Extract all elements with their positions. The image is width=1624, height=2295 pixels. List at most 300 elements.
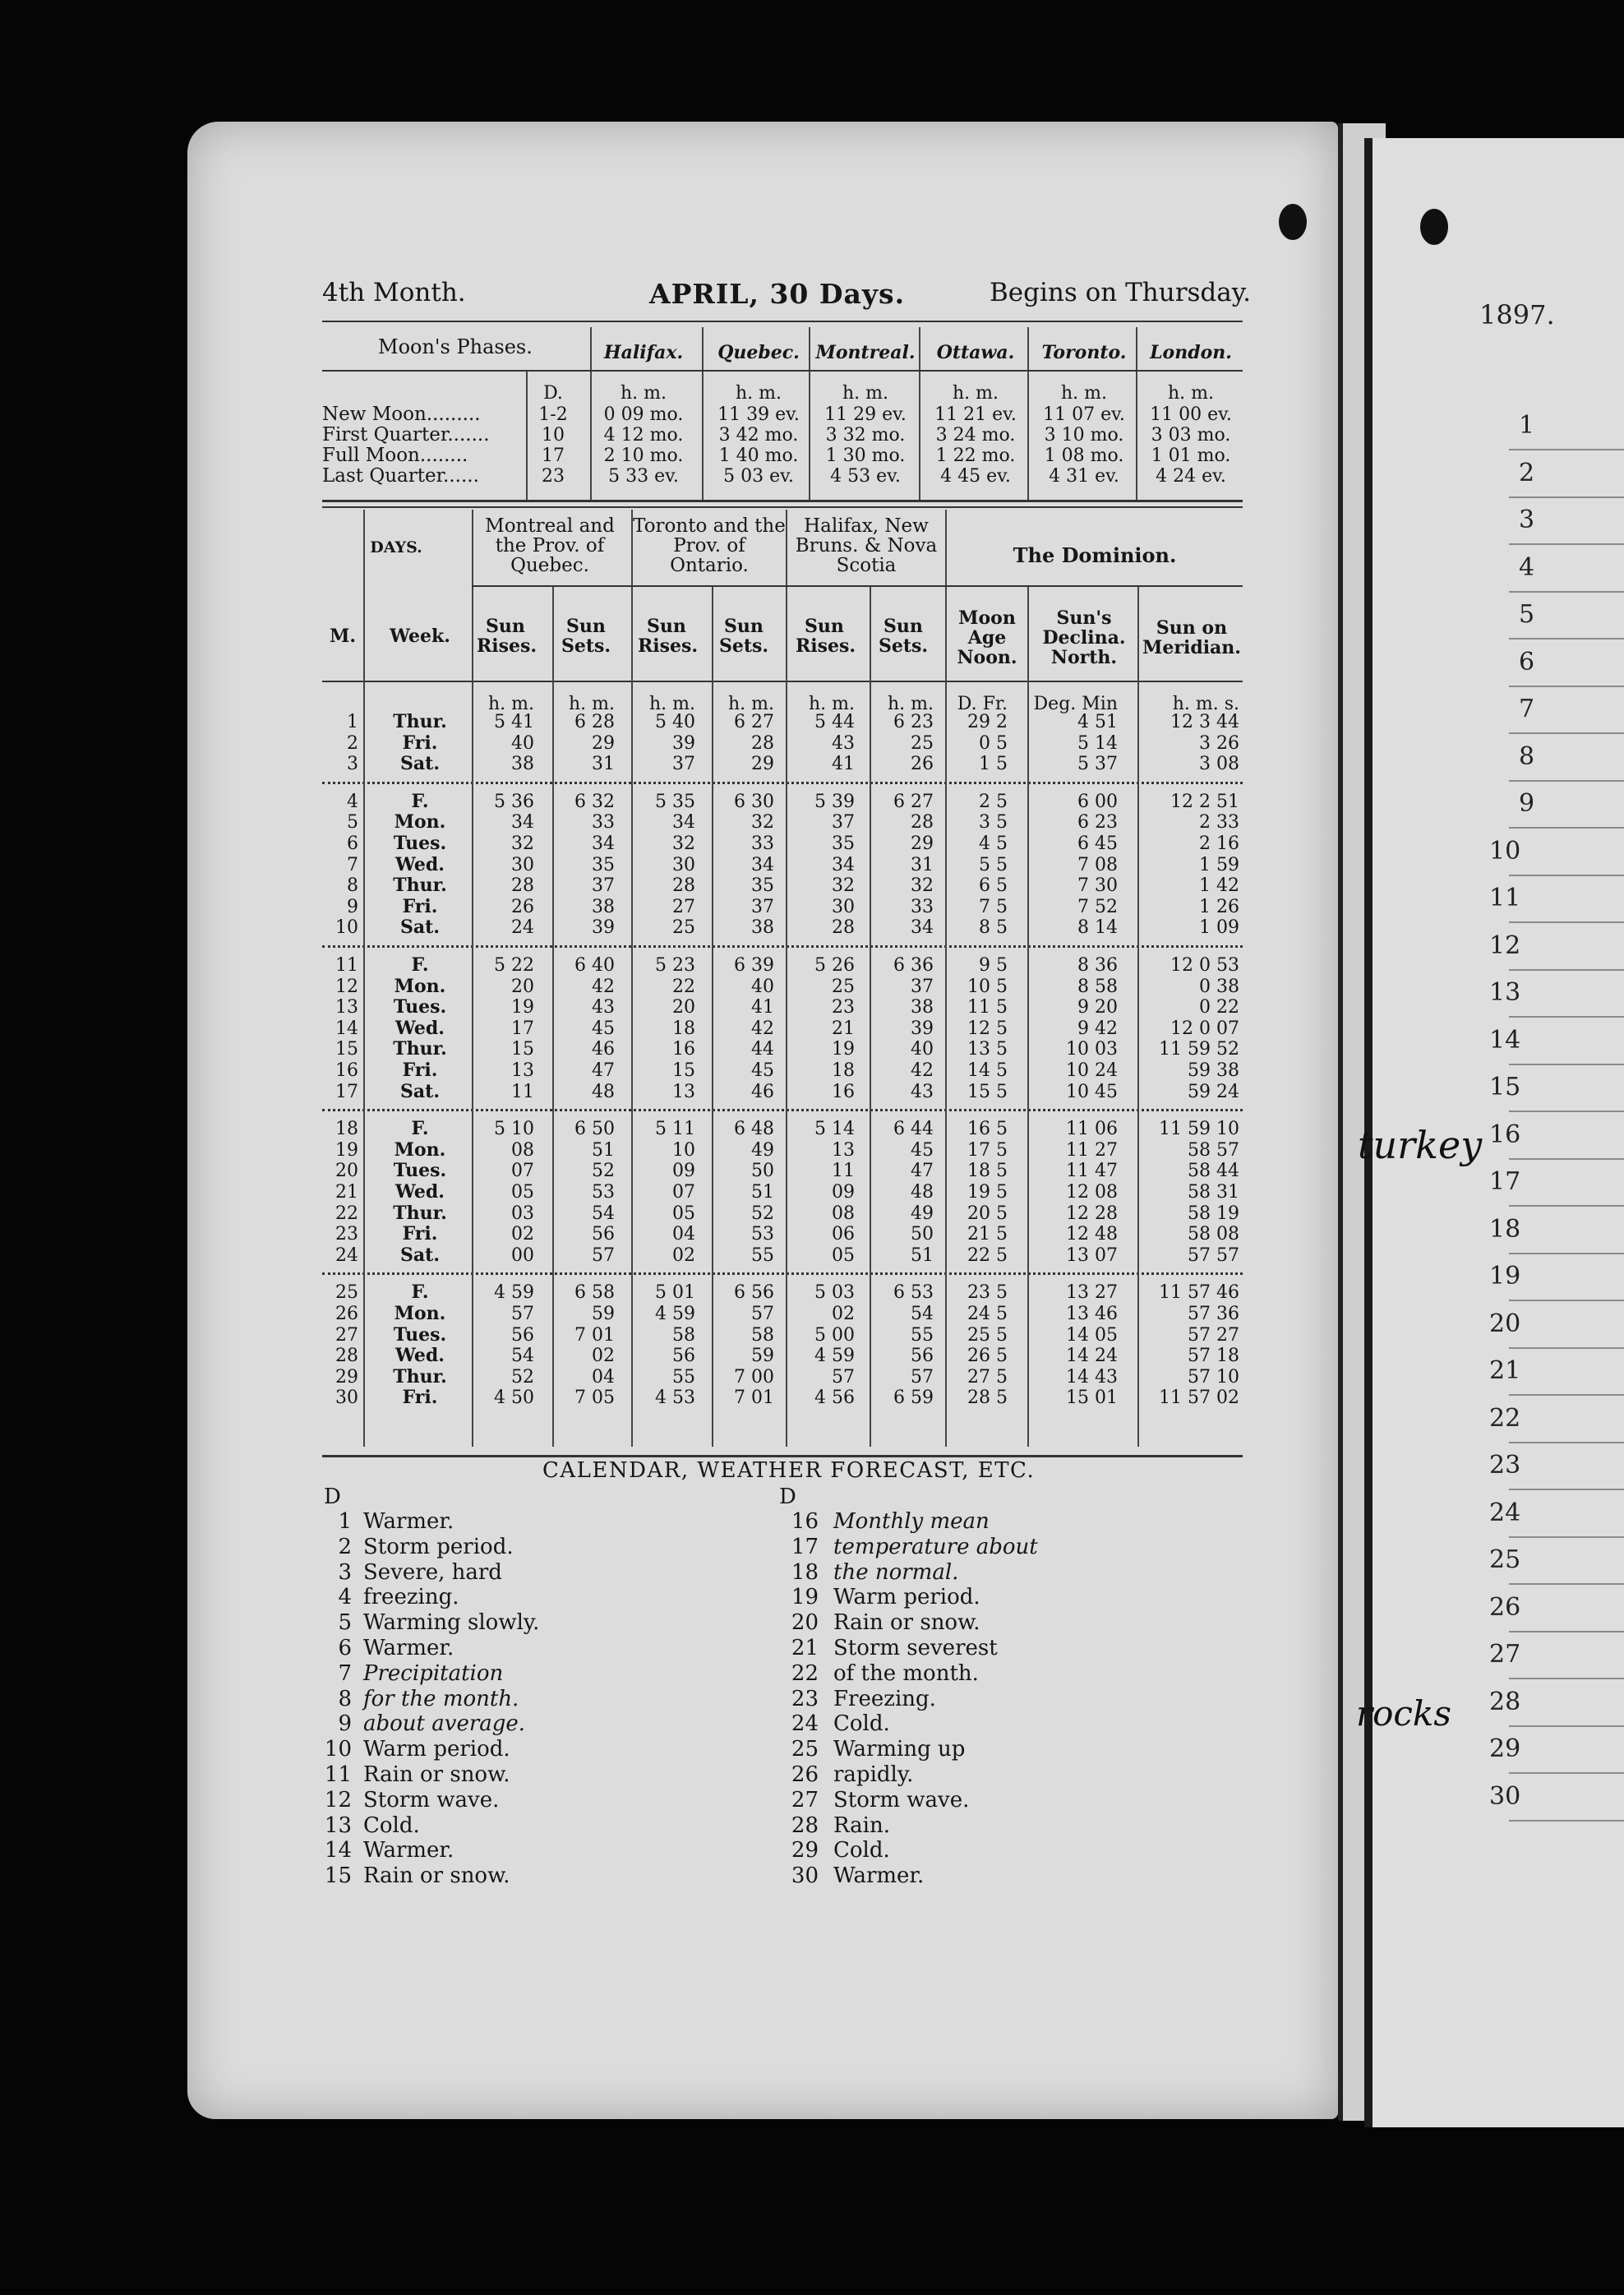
table-cell: 32 [751, 812, 774, 833]
table-cell: 53 [592, 1182, 615, 1203]
table-cell: 4 56 [814, 1388, 855, 1409]
table-cell: 41 [751, 997, 774, 1018]
table-cell: 6 53 [893, 1282, 934, 1304]
day-number: 11 [335, 955, 358, 976]
calendar-day: 2 [338, 1534, 352, 1559]
table-cell: 19 [832, 1039, 855, 1060]
calendar-day: 15 [324, 1863, 352, 1889]
table-cell: 25 [672, 917, 695, 939]
table-cell: 42 [751, 1018, 774, 1039]
table-cell: 12 5 [967, 1018, 1008, 1039]
table-cell: 20 [511, 976, 534, 997]
table-cell: 58 44 [1188, 1161, 1239, 1182]
diary-day-number: 20 [1489, 1309, 1521, 1338]
table-cell: 7 52 [1077, 896, 1118, 917]
day-number: 3 [347, 754, 358, 775]
calendar-note: Warmer. [833, 1863, 925, 1889]
column-rule [919, 327, 920, 500]
day-number: 1 [347, 712, 358, 732]
table-cell: 37 [751, 896, 774, 917]
phase-day-heading: D. [543, 383, 563, 404]
table-cell: 25 5 [967, 1324, 1008, 1346]
day-number: 17 [335, 1081, 358, 1102]
day-number: 22 [335, 1203, 358, 1224]
calendar-day: 21 [791, 1636, 819, 1660]
column-rule [712, 585, 713, 1447]
table-cell: 22 [672, 976, 695, 997]
weekday: Fri. [402, 1223, 438, 1245]
table-cell: 08 [832, 1203, 855, 1224]
table-cell: 7 00 [734, 1366, 774, 1388]
table-cell: 30 [511, 854, 534, 875]
table-cell: 24 5 [967, 1304, 1008, 1324]
table-cell: 4 59 [814, 1346, 855, 1367]
calendar-note: Precipitation [363, 1660, 504, 1686]
table-cell: 6 27 [734, 712, 774, 732]
phase-name: Last Quarter...... [322, 465, 479, 487]
week-separator [322, 945, 1243, 948]
week-separator [322, 782, 1243, 784]
table-cell: 54 [911, 1304, 934, 1324]
table-cell: 48 [911, 1182, 934, 1203]
calendar-note: Freezing. [833, 1686, 936, 1711]
calendar-note: Monthly mean [833, 1509, 990, 1534]
calendar-note: Warm period. [363, 1737, 510, 1762]
table-cell: 37 [911, 976, 934, 997]
table-cell: 28 5 [967, 1388, 1008, 1409]
day-number: 18 [335, 1119, 358, 1140]
day-number: 15 [335, 1039, 358, 1060]
ruled-line [1509, 827, 1624, 829]
col-o-sets: Sun Sets. [718, 616, 769, 657]
table-cell: 6 23 [1077, 812, 1118, 833]
table-cell: 10 45 [1066, 1081, 1118, 1102]
day-number: 28 [335, 1346, 358, 1367]
column-rule [1137, 585, 1139, 1447]
calendar-day: 9 [338, 1711, 352, 1737]
table-cell: 5 01 [655, 1282, 695, 1304]
table-cell: 35 [832, 833, 855, 854]
table-cell: 5 41 [494, 712, 534, 732]
table-cell: 09 [832, 1182, 855, 1203]
table-cell: 26 [511, 896, 534, 917]
table-cell: 5 35 [655, 791, 695, 812]
city-name: Quebec. [717, 342, 800, 363]
weekday: F. [411, 954, 429, 976]
calendar-title: CALENDAR, WEATHER FORECAST, ETC. [542, 1458, 1036, 1483]
city-time: 4 45 ev. [940, 466, 1011, 487]
ruled-line [1509, 1064, 1624, 1065]
diary-day-number: 14 [1489, 1025, 1521, 1055]
table-cell: 1 42 [1199, 875, 1239, 897]
day-number: 13 [335, 997, 358, 1018]
table-cell: 12 0 07 [1170, 1018, 1239, 1039]
table-cell: 49 [751, 1139, 774, 1161]
table-cell: 17 [511, 1018, 534, 1039]
binding-hole [1279, 204, 1307, 240]
table-cell: 38 [751, 917, 774, 939]
weekday: F. [411, 1118, 429, 1140]
table-cell: 11 57 02 [1159, 1388, 1239, 1409]
diary-day-number: 7 [1519, 695, 1535, 723]
ruled-line [1509, 1583, 1624, 1585]
calendar-day: 19 [791, 1585, 819, 1610]
weekday: Fri. [402, 732, 438, 754]
col-week: Week. [390, 626, 450, 647]
table-cell: 11 06 [1066, 1119, 1118, 1140]
table-cell: 24 [511, 917, 534, 939]
region-halifax: Halifax, New Bruns. & Nova Scotia [795, 515, 938, 576]
calendar-note: Warming up [833, 1737, 966, 1762]
table-cell: 18 [672, 1018, 695, 1039]
weekday: Thur. [393, 1365, 447, 1388]
table-cell: 11 5 [967, 997, 1008, 1018]
table-cell: 57 18 [1188, 1346, 1239, 1367]
diary-day-number: 19 [1489, 1262, 1521, 1291]
table-cell: 26 5 [967, 1346, 1008, 1367]
table-cell: 23 [832, 997, 855, 1018]
city-name: Ottawa. [936, 342, 1015, 363]
table-cell: 27 [672, 896, 695, 917]
weekday: F. [411, 790, 429, 812]
column-rule [590, 327, 592, 500]
city-time: 3 24 mo. [935, 425, 1016, 446]
table-cell: 05 [672, 1203, 695, 1224]
table-cell: 11 [511, 1081, 534, 1102]
column-rule [631, 510, 633, 1447]
table-cell: 49 [911, 1203, 934, 1224]
table-cell: 33 [751, 833, 774, 854]
day-number: 30 [335, 1388, 358, 1409]
calendar-day: 13 [324, 1812, 352, 1838]
city-time: 4 31 ev. [1049, 466, 1119, 487]
table-cell: 25 [832, 976, 855, 997]
weekday: Mon. [394, 1138, 446, 1161]
table-cell: 6 30 [734, 791, 774, 812]
phase-name: Full Moon........ [322, 445, 468, 466]
table-cell: 10 [672, 1139, 695, 1161]
table-cell: 57 [592, 1244, 615, 1266]
calendar-d-right: D [779, 1485, 796, 1509]
table-cell: 57 [911, 1366, 934, 1388]
table-cell: 1 59 [1199, 854, 1239, 875]
table-cell: 5 36 [494, 791, 534, 812]
table-cell: 7 5 [979, 896, 1008, 917]
city-time: 4 12 mo. [603, 425, 684, 446]
table-cell: 02 [592, 1346, 615, 1367]
table-cell: 38 [911, 997, 934, 1018]
table-cell: 44 [751, 1039, 774, 1060]
table-cell: 45 [911, 1139, 934, 1161]
table-cell: 12 0 53 [1170, 955, 1239, 976]
table-cell: 9 42 [1077, 1018, 1118, 1039]
calendar-note: Rain or snow. [363, 1762, 510, 1787]
diary-day-number: 26 [1489, 1592, 1521, 1622]
table-cell: 31 [592, 754, 615, 775]
table-cell: 43 [592, 997, 615, 1018]
table-cell: 05 [832, 1244, 855, 1266]
column-rule [1027, 327, 1029, 500]
table-cell: 55 [911, 1324, 934, 1346]
table-cell: 13 46 [1066, 1304, 1118, 1324]
ruled-line [1509, 1820, 1624, 1822]
table-cell: 02 [672, 1244, 695, 1266]
calendar-note: Warmer. [363, 1838, 454, 1863]
day-number: 19 [335, 1139, 358, 1161]
ruled-line [1509, 591, 1624, 593]
diary-day-number: 24 [1489, 1498, 1521, 1527]
calendar-d-left: D [324, 1485, 341, 1509]
table-cell: 5 00 [814, 1324, 855, 1346]
city-time: 4 24 ev. [1156, 466, 1226, 487]
unit-label: h. m. [648, 694, 695, 714]
table-cell: 00 [511, 1244, 534, 1266]
table-cell: 3 26 [1199, 732, 1239, 754]
weekday: Fri. [402, 1387, 438, 1409]
table-cell: 29 [592, 732, 615, 754]
city-time: 3 32 mo. [825, 425, 906, 446]
divider [322, 321, 1243, 322]
ruled-line [1509, 686, 1624, 687]
calendar-note: the normal. [833, 1559, 959, 1585]
region-dominion: The Dominion. [1013, 543, 1177, 567]
calendar-note: Warming slowly. [363, 1610, 540, 1636]
table-cell: 4 50 [494, 1388, 534, 1409]
table-cell: 32 [672, 833, 695, 854]
table-cell: 42 [592, 976, 615, 997]
weekday: Thur. [393, 711, 447, 732]
table-cell: 13 5 [967, 1039, 1008, 1060]
city-name: Halifax. [603, 342, 684, 363]
table-cell: 6 27 [893, 791, 934, 812]
calendar-day: 22 [791, 1660, 819, 1686]
table-cell: 56 [511, 1324, 534, 1346]
divider [322, 681, 1243, 682]
ruled-line [1509, 1394, 1624, 1396]
col-h-rises: Sun Rises. [796, 616, 856, 657]
ruled-line [1509, 1253, 1624, 1254]
diary-day-number: 6 [1519, 647, 1535, 676]
table-cell: 6 59 [893, 1388, 934, 1409]
table-cell: 19 [511, 997, 534, 1018]
city-unit: h. m. [842, 383, 888, 404]
table-cell: 15 [672, 1060, 695, 1081]
day-number: 20 [335, 1161, 358, 1182]
day-number: 8 [347, 875, 358, 897]
day-number: 27 [335, 1324, 358, 1346]
day-number: 16 [335, 1060, 358, 1081]
calendar-day: 10 [324, 1737, 352, 1762]
table-cell: 57 10 [1188, 1366, 1239, 1388]
city-time: 1 40 mo. [718, 446, 799, 466]
table-cell: 20 5 [967, 1203, 1008, 1224]
day-number: 2 [347, 732, 358, 754]
column-rule [809, 327, 810, 500]
column-rule [363, 510, 365, 1447]
column-rule [702, 327, 704, 500]
table-cell: 12 3 44 [1170, 712, 1239, 732]
ruled-line [1509, 1347, 1624, 1349]
calendar-day: 28 [791, 1812, 819, 1838]
table-cell: 56 [672, 1346, 695, 1367]
table-cell: 58 19 [1188, 1203, 1239, 1224]
table-cell: 12 08 [1066, 1182, 1118, 1203]
table-cell: 6 39 [734, 955, 774, 976]
table-cell: 56 [911, 1346, 934, 1367]
table-cell: 50 [751, 1161, 774, 1182]
table-cell: 2 33 [1199, 812, 1239, 833]
calendar-day: 3 [338, 1559, 352, 1585]
page-title: APRIL, 30 Days. [649, 278, 906, 310]
table-cell: 37 [832, 812, 855, 833]
unit-label: h. m. [808, 694, 855, 714]
city-unit: h. m. [1060, 383, 1107, 404]
table-cell: 34 [832, 854, 855, 875]
table-cell: 55 [751, 1244, 774, 1266]
table-cell: 5 22 [494, 955, 534, 976]
table-cell: 11 57 46 [1159, 1282, 1239, 1304]
table-cell: 5 26 [814, 955, 855, 976]
ruled-line [1509, 921, 1624, 923]
table-cell: 38 [511, 754, 534, 775]
weekday: Tues. [393, 1323, 447, 1346]
phase-day: 1-2 [538, 404, 568, 425]
table-cell: 15 5 [967, 1081, 1008, 1102]
phase-day: 17 [542, 446, 565, 466]
weekday: Wed. [395, 853, 445, 875]
col-sun-decl: Sun's Declina. North. [1042, 607, 1126, 668]
table-cell: 13 [832, 1139, 855, 1161]
table-cell: 0 38 [1199, 976, 1239, 997]
table-cell: 52 [751, 1203, 774, 1224]
diary-day-number: 2 [1519, 458, 1535, 487]
diary-day-number: 5 [1519, 600, 1535, 629]
table-cell: 52 [511, 1366, 534, 1388]
table-cell: 29 2 [967, 712, 1008, 732]
table-cell: 6 32 [574, 791, 615, 812]
table-cell: 20 [672, 997, 695, 1018]
table-cell: 09 [672, 1161, 695, 1182]
table-cell: 22 5 [967, 1244, 1008, 1266]
table-cell: 13 07 [1066, 1244, 1118, 1266]
table-cell: 7 01 [574, 1324, 615, 1346]
weekday: Tues. [393, 833, 447, 854]
table-cell: 07 [672, 1182, 695, 1203]
calendar-day: 18 [791, 1559, 819, 1585]
table-cell: 26 [911, 754, 934, 775]
diary-day-number: 25 [1489, 1545, 1521, 1574]
table-cell: 59 [751, 1346, 774, 1367]
city-unit: h. m. [735, 383, 782, 404]
table-cell: 51 [751, 1182, 774, 1203]
unit-label: h. m. [887, 694, 934, 714]
day-number: 5 [347, 812, 358, 833]
diary-day-number: 3 [1519, 506, 1535, 534]
table-cell: 21 5 [967, 1224, 1008, 1245]
table-cell: 2 16 [1199, 833, 1239, 854]
table-cell: 19 5 [967, 1182, 1008, 1203]
city-name: Montreal. [815, 342, 916, 363]
divider [322, 1455, 1243, 1457]
day-number: 24 [335, 1244, 358, 1266]
unit-label: D. Fr. [957, 694, 1008, 714]
day-number: 9 [347, 896, 358, 917]
table-cell: 45 [592, 1018, 615, 1039]
calendar-day: 4 [338, 1585, 352, 1610]
ruled-line [1509, 638, 1624, 640]
col-o-rises: Sun Rises. [638, 616, 699, 657]
table-cell: 58 [672, 1324, 695, 1346]
table-cell: 16 [672, 1039, 695, 1060]
table-cell: 10 24 [1066, 1060, 1118, 1081]
diary-day-number: 17 [1489, 1167, 1521, 1196]
table-cell: 11 47 [1066, 1161, 1118, 1182]
table-cell: 3 5 [979, 812, 1008, 833]
city-time: 0 09 mo. [603, 404, 684, 425]
calendar-note: temperature about [833, 1534, 1038, 1559]
table-cell: 43 [832, 732, 855, 754]
table-cell: 5 44 [814, 712, 855, 732]
calendar-note: of the month. [833, 1660, 979, 1686]
weekday: Mon. [394, 811, 446, 833]
table-cell: 8 58 [1077, 976, 1118, 997]
table-cell: 57 [832, 1366, 855, 1388]
table-cell: 35 [592, 854, 615, 875]
table-cell: 29 [911, 833, 934, 854]
ruled-line [1509, 449, 1624, 450]
table-cell: 59 38 [1188, 1060, 1239, 1081]
city-time: 2 10 mo. [603, 446, 684, 466]
calendar-note: Storm period. [363, 1534, 514, 1559]
table-cell: 34 [511, 812, 534, 833]
table-cell: 16 [832, 1081, 855, 1102]
table-cell: 9 5 [979, 955, 1008, 976]
column-rule [1027, 585, 1029, 1447]
table-cell: 6 45 [1077, 833, 1118, 854]
city-time: 1 01 mo. [1151, 446, 1231, 466]
calendar-day: 26 [791, 1762, 819, 1787]
weekday: Fri. [402, 895, 438, 917]
table-cell: 18 5 [967, 1161, 1008, 1182]
table-cell: 34 [672, 812, 695, 833]
handwritten-rocks: rocks [1356, 1693, 1451, 1734]
calendar-note: Storm wave. [833, 1787, 970, 1812]
table-cell: 05 [511, 1182, 534, 1203]
table-cell: 40 [751, 976, 774, 997]
table-cell: 14 05 [1066, 1324, 1118, 1346]
col-q-sets: Sun Sets. [561, 616, 611, 657]
table-cell: 30 [672, 854, 695, 875]
calendar-day: 30 [791, 1863, 819, 1889]
region-ontario: Toronto and the Prov. of Ontario. [633, 515, 786, 576]
diary-day-number: 27 [1489, 1640, 1521, 1669]
table-cell: 58 31 [1188, 1182, 1239, 1203]
table-cell: 17 5 [967, 1139, 1008, 1161]
table-cell: 13 [672, 1081, 695, 1102]
divider [472, 585, 1243, 587]
table-cell: 39 [911, 1018, 934, 1039]
table-cell: 37 [592, 875, 615, 897]
table-cell: 14 43 [1066, 1366, 1118, 1388]
table-cell: 6 28 [574, 712, 615, 732]
table-cell: 59 24 [1188, 1081, 1239, 1102]
table-cell: 55 [672, 1366, 695, 1388]
calendar-note: for the month. [363, 1686, 519, 1711]
table-cell: 04 [592, 1366, 615, 1388]
phase-name: First Quarter....... [322, 424, 490, 446]
unit-label: h. m. s. [1172, 694, 1239, 714]
calendar-note: about average. [363, 1711, 526, 1737]
